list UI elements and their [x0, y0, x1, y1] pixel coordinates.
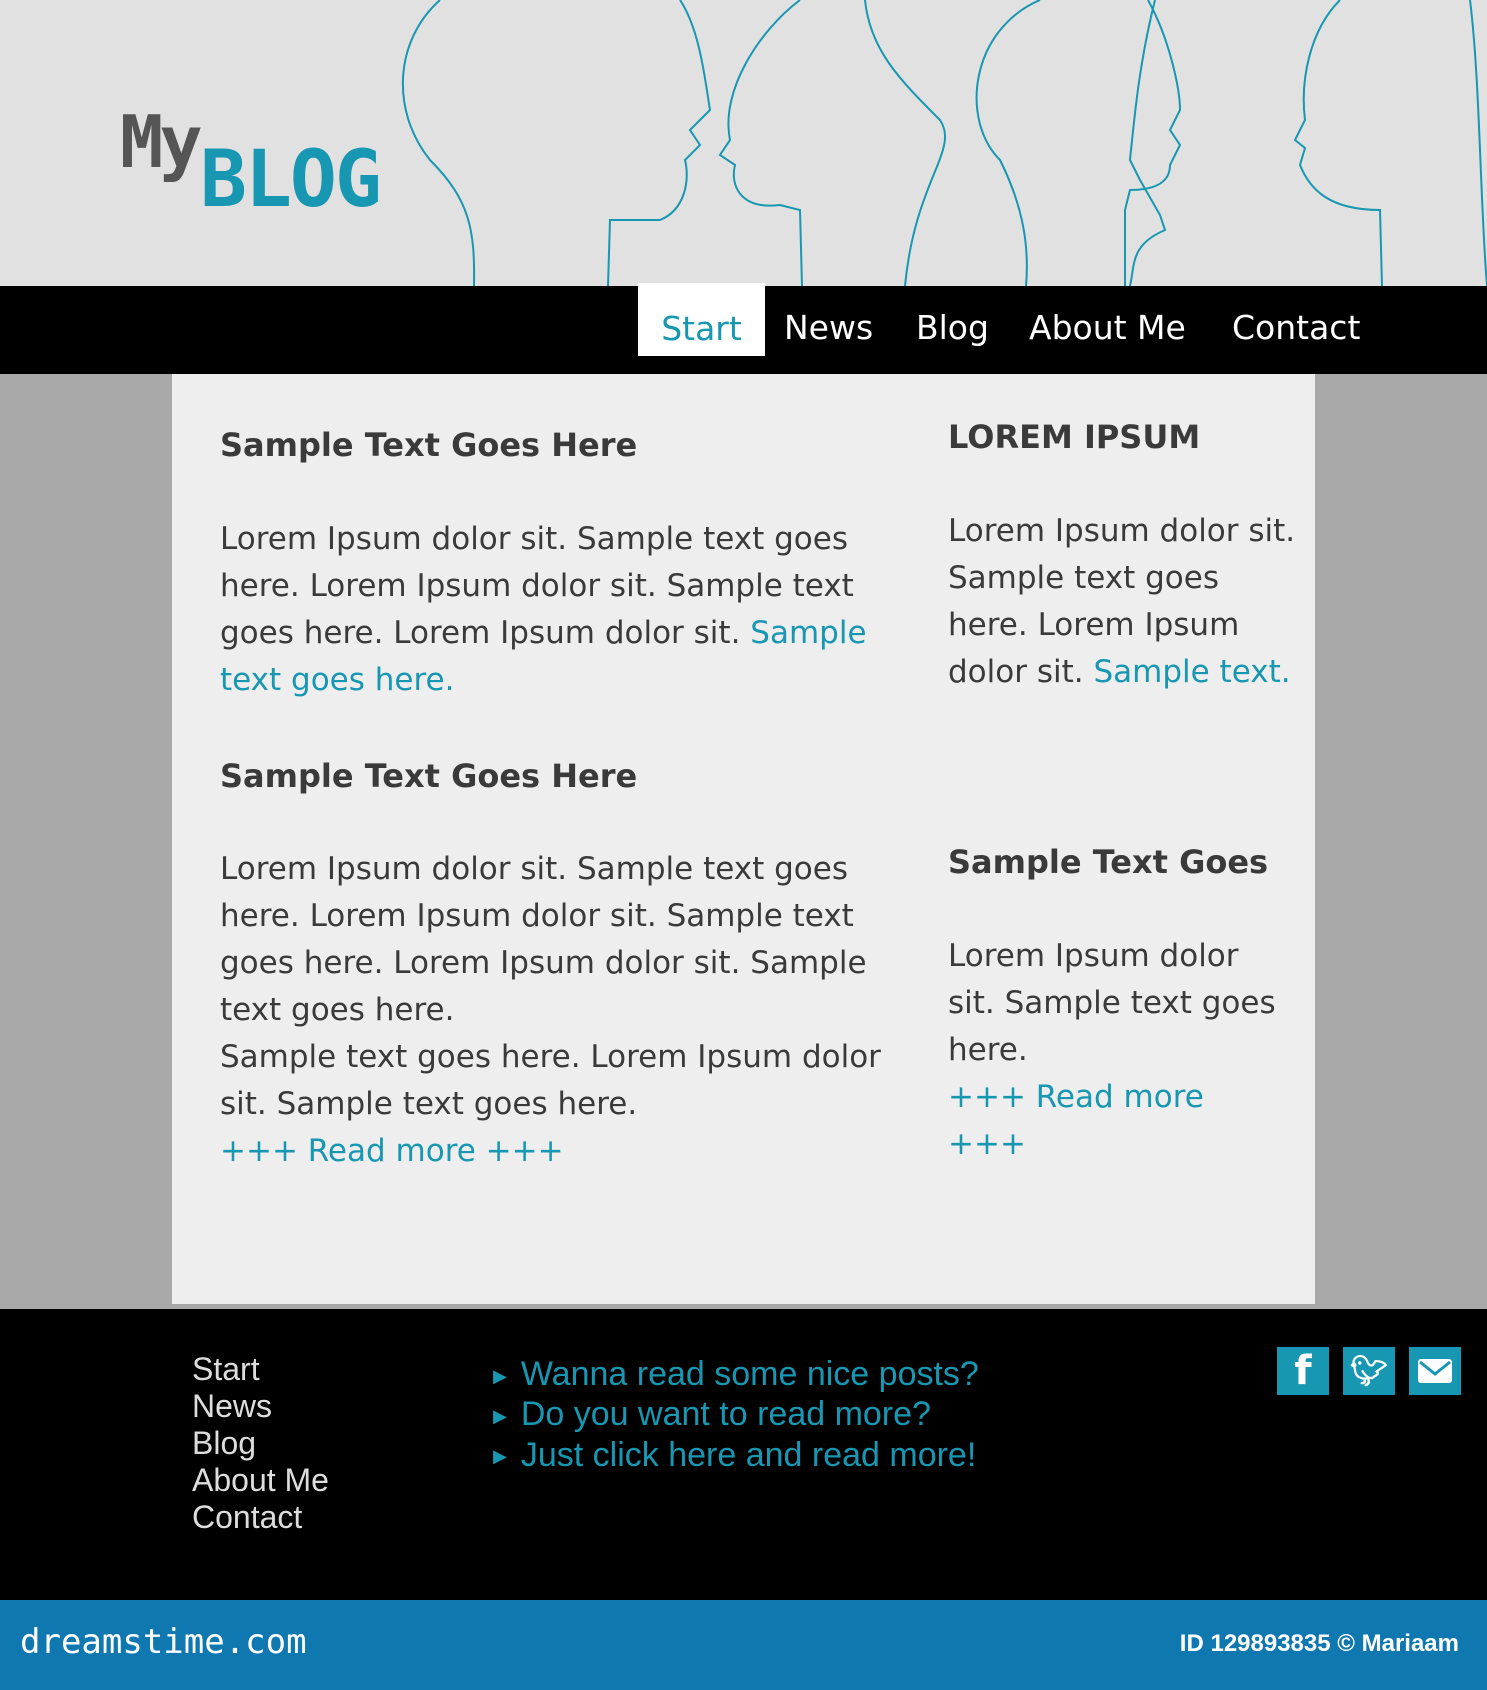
triangle-bullet-icon: ▶ — [493, 1446, 507, 1467]
site-watermark: dreamstime.com — [20, 1622, 307, 1662]
promo-link[interactable] — [493, 1436, 979, 1476]
sidebar-heading: Sample Text Goes — [948, 843, 1269, 881]
footer-link-news[interactable]: News — [192, 1388, 273, 1424]
credit-banner — [0, 1600, 1487, 1690]
nav-news[interactable]: News — [784, 308, 874, 347]
read-more-link[interactable]: +++ Read more +++ — [220, 1133, 564, 1169]
logo-my: My — [120, 100, 199, 184]
twitter-icon[interactable]: 🐦︎ — [1343, 1347, 1395, 1395]
triangle-bullet-icon: ▶ — [493, 1365, 507, 1386]
promo-link[interactable] — [493, 1355, 979, 1395]
footer-nav — [192, 1351, 329, 1536]
read-more-link[interactable]: +++ Read more +++ — [948, 1079, 1204, 1162]
nav-blog[interactable]: Blog — [916, 308, 989, 347]
email-icon[interactable] — [1409, 1347, 1461, 1395]
footer-link-about-me[interactable]: About Me — [192, 1462, 329, 1498]
footer-link-start[interactable]: Start — [192, 1351, 260, 1387]
main-nav — [0, 286, 1487, 374]
section-heading: Sample Text Goes Here — [220, 426, 638, 464]
sidebar-heading: LOREM IPSUM — [948, 418, 1201, 456]
facebook-icon[interactable]: f — [1277, 1347, 1329, 1395]
footer — [0, 1309, 1487, 1600]
section-body — [220, 846, 920, 1175]
body-text: Lorem Ipsum dolor sit. Sample text goes here. Lorem Ipsum dolor sit. Sample text goes here. Lorem Ipsum dolor sit. — [220, 521, 854, 651]
promo-text: Just click here and read more! — [520, 1435, 977, 1474]
promo-text: Do you want to read more? — [520, 1395, 931, 1434]
body-text: Lorem Ipsum dolor sit. Sample text goes here. Lorem Ipsum dolor sit. Sample text goes here. Lorem Ipsum dolor sit. Sample text goes here. — [220, 851, 867, 1028]
promo-text: Wanna read some nice posts? — [520, 1355, 979, 1393]
body-text: Lorem Ipsum dolor sit. Sample text goes here. — [948, 938, 1276, 1068]
body-text: Lorem Ipsum dolor sit. Sample text goes here. Lorem Ipsum dolor sit. — [948, 513, 1296, 690]
triangle-bullet-icon: ▶ — [493, 1406, 507, 1427]
section-heading: Sample Text Goes Here — [220, 757, 638, 795]
nav-about-me[interactable]: About Me — [1029, 308, 1186, 347]
body-text: Sample text goes here. Lorem Ipsum dolor sit. Sample text goes here. — [220, 1039, 881, 1122]
header — [0, 0, 1487, 286]
footer-link-blog[interactable]: Blog — [192, 1425, 257, 1461]
inline-link[interactable]: Sample text goes here. — [220, 615, 867, 698]
image-credit: ID 129893835 © Mariaam — [1179, 1630, 1459, 1657]
logo-blog: BLOG — [200, 135, 380, 225]
promo-link[interactable] — [493, 1395, 979, 1435]
inline-link[interactable]: Sample text. — [1093, 654, 1291, 690]
footer-link-contact[interactable]: Contact — [192, 1499, 303, 1535]
sidebar-body — [948, 508, 1298, 696]
sidebar-body — [948, 933, 1278, 1168]
nav-start[interactable]: Start — [638, 283, 765, 356]
nav-contact[interactable]: Contact — [1232, 308, 1361, 347]
content-panel — [172, 374, 1315, 1304]
footer-promo-list — [493, 1355, 979, 1476]
section-body — [220, 516, 920, 704]
